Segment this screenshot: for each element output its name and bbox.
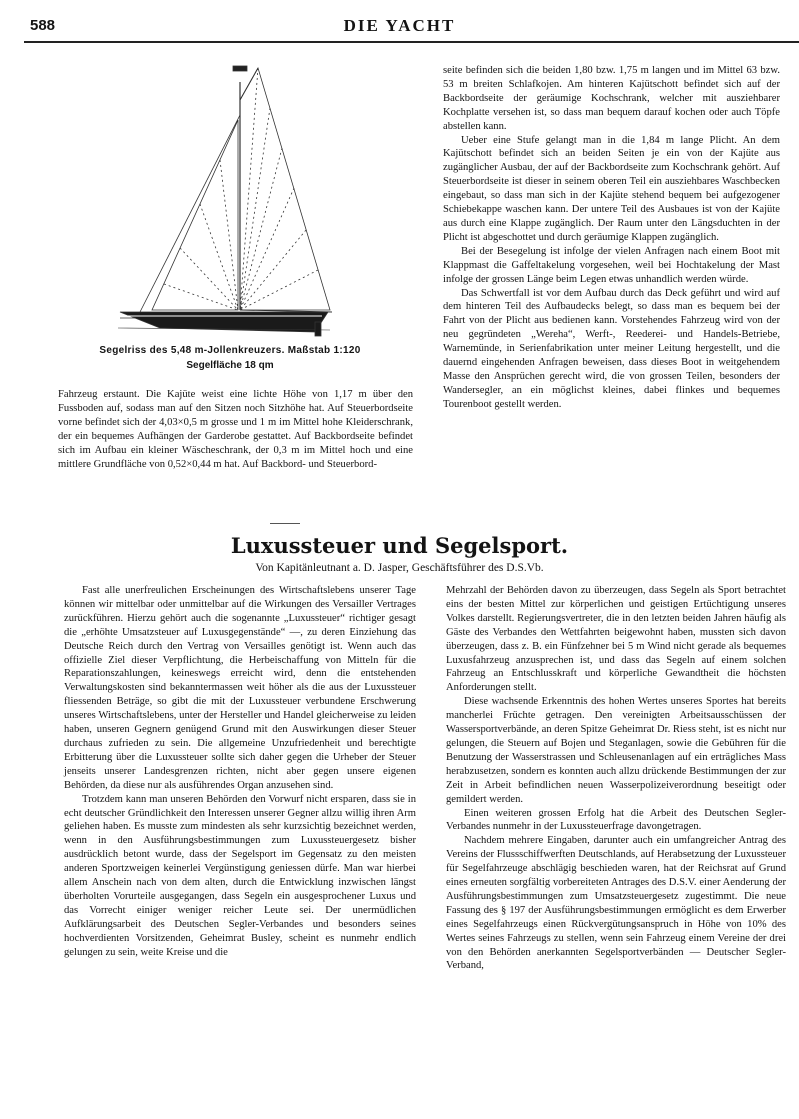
header-rule xyxy=(24,41,799,43)
jib-outline xyxy=(152,120,238,310)
seam xyxy=(220,160,238,310)
page-number: 588 xyxy=(30,17,56,34)
article-right-column xyxy=(446,584,786,973)
article-title: Luxussteuer und Segelsport. xyxy=(230,533,569,558)
paragraph: Einen weiteren grossen Erfolg hat die Arbeit des Deutschen Segler-Verbandes nunmehr in der Luxussteuerfrage davongetragen. xyxy=(446,807,786,833)
running-title: DIE YACHT xyxy=(343,16,456,35)
paragraph: Nachdem mehrere Eingaben, darunter auch ein umfangreicher Antrag des Vereins der Flussschiffwerften Deutschlands, auf Herabsetzung der Luxussteuer für Segelfahrzeuge abschlägig beschieden waren, hat der Reichsrat auf Grund eines erneuten sorgfältig vorbereiteten Antrages des D.S.V. einer Aenderung der Ausführungsbestimmungen zum Umsatzsteuergesetz zugestimmt. Die neue Fassung des § 197 der Ausführungsbestimmungen ermöglicht es dem Erwerber eines Segelfahrzeugs einen Rückvergütungsanspruch in Höhe von 10% des Wertes seines Fahrzeugs zu stellen, wenn sein Fahrzeug einem Vereine der drei von den Behörden anerkannten Segelsportverbänden — Deutscher Segler-Verband, xyxy=(446,835,786,972)
seam xyxy=(180,248,238,310)
top-left-column xyxy=(58,388,413,471)
paragraph: Ueber eine Stufe gelangt man in die 1,84 m lange Plicht. An dem Kajütschott befindet sich an beiden Seiten je ein von der Kajüte aus zugänglicher Ausbau, der auf der Backbordseite zum Kochschrank gehört. Auf Steuerbordseite ist dieser in seinem oberen Teil ein ausziehbares Waschbecken eingebaut, so dass man sich in der Kajüte stehend bequem bei aufgezogener Schiebekappe waschen kann. Der untere Teil des Ausbaues ist von der Kajüte aus durch eine Klappe zugänglich. Der Raum unter den Längsduchten in der Plicht ist abgeschottet und durch geräumige Klappen zugänglich. xyxy=(443,134,780,243)
sail-plan-illustration xyxy=(100,60,340,345)
paragraph: Das Schwertfall ist vor dem Aufbau durch das Deck geführt und wird auf dem hinteren Teil des Aufbaudecks belegt, so dass man es bequem bei der Fahrt von der Plicht aus bedienen kann. Vorstehendes Fahrzeug wird von der neu gegründeten „Wereha“, Werft-, Reederei- und Handels-Betriebe, Warnemünde, in Serienfabrikation unter meiner Leitung hergestellt, und die dauernd eingehenden Anfragen beweisen, dass dieses Boot in weitgehendem Masse den Ansprüchen gerecht wird, die von grossen Teilen, besonders der Wandersegler, an ein möglichst kleines, dabei flinkes und bequemes Tourenboot gestellt werden. xyxy=(443,287,780,410)
figure-caption: Segelriss des 5,48 m-Jollenkreuzers. Maßstab 1:120 xyxy=(99,345,361,356)
seam xyxy=(240,270,318,310)
rudder xyxy=(315,322,321,336)
paragraph: Bei der Besegelung ist infolge der vielen Anfragen nach einem Boot mit Klappmast die Gaffeltakelung vorgesehen, weil bei Hochtakelung der Mast infolge der grossen Länge beim Legen etwas unhandlich werden würde. xyxy=(443,245,780,285)
paragraph: Fahrzeug erstaunt. Die Kajüte weist eine lichte Höhe von 1,17 m über den Fussboden auf, sodass man auf den Sitzen noch Sitzhöhe hat. Auf Steuerbordseite vorne befindet sich der 4,03×0,5 m grosse und 1 m im Mittel hohe Kleiderschrank, der ein bequemes Aufhängen der Garderobe gestattet. Auf Backbordseite befindet sich im Aufbau ein kleiner Wäscheschrank, der 0,3 m im Mittel hoch und eine mittlere Grundfläche von 0,52×0,44 m hat. Auf Backbord- und Steuerbord- xyxy=(58,389,413,470)
forestay xyxy=(140,115,240,312)
seam xyxy=(240,68,258,310)
seam xyxy=(164,284,238,310)
paragraph: Trotzdem kann man unseren Behörden den Vorwurf nicht ersparen, dass sie in echt deutscher Gründlichkeit den Interessen unserer Gegner allzu willig ihren Arm geliehen haben. Es musste zum mindesten als sehr kurzsichtig bezeichnet werden, wenn in den Ausführungsbestimmungen zum Luxussteuergesetz bisher ausdrücklich betont wurde, dass der Segelsport im Gegensatz zu den meisten anderen Sportzweigen keinerlei Vergünstigung geniessen dürfe. Man war hierbei allem Anschein nach von dem alten, durch die Entwicklung inzwischen längst überholten Vorurteile ausgegangen, dass Segeln ein ausgesprochener Luxus und das Vorrecht einiger weniger reicher Leute sei. Der unermüdlichen Aufklärungsarbeit des Deutschen Segler-Verbandes und besonders seines hochverdienten Vorsitzenden, Geheimrat Busley, scheint es nunmehr endlich gelungen zu sein, weite Kreise und die xyxy=(64,793,416,958)
figure-caption-area: Segelfläche 18 qm xyxy=(186,360,274,371)
top-right-column xyxy=(443,64,780,412)
masthead-flag xyxy=(233,66,247,71)
paragraph: Diese wachsende Erkenntnis des hohen Wertes unseres Sportes hat bereits mancherlei Früchte getragen. Den vereinigten Arbeitsausschüssen der Wassersportverbände, an deren Spitze Geheimrat Dr. Riess steht, ist es nicht nur gelungen, die Steuern auf Bojen und Steganlagen, sowie die Gebühren für die Benutzung der Wasserstrassen und Schleusenanlagen auf ein erträgliches Mass herabzusetzen, sondern es konnten auch allzu drückende Bestimmungen der zur Zeit in Arbeit befindlichen neuen Wasserpolizeiverordnung beseitigt oder gemildert werden. xyxy=(446,696,786,805)
decorative-rule xyxy=(270,523,300,524)
article-left-column xyxy=(64,584,416,959)
mainsail-outline xyxy=(240,68,330,310)
seam xyxy=(200,204,238,310)
seam xyxy=(240,108,270,310)
article-byline: Von Kapitänleutnant a. D. Jasper, Geschäftsführer des D.S.Vb. xyxy=(255,562,544,574)
paragraph: seite befinden sich die beiden 1,80 bzw. 1,75 m langen und im Mittel 63 bzw. 53 m breiten Schlafkojen. Am hinteren Kajütschott befindet sich auf der Backbordseite der geräumige Kochschrank, welcher mit ausziehbarer Kochplatte versehen ist, so dass man bequem darauf kochen oder auch Töpfe abstellen kann. xyxy=(443,65,780,132)
paragraph: Mehrzahl der Behörden davon zu überzeugen, dass Segeln als Sport betrachtet eins der besten Mittel zur körperlichen und geistigen Ertüchtigung unseres Volkes darstellt. Regierungsvertreter, die in den letzten beiden Jahren häufig als Gäste des Verbandes den Wettfahrten beigewohnt haben, mussten sich davon überzeugen, dass z. B. ein Fünfzehner bei 5 m Wind nicht gerade als bequemes Luxusfahrzeug anzusprechen ist, und dass das Segeln auf einem solchen Fahrzeug an Entschlusskraft und körperliche Gewandtheit die höchsten Anforderungen stellt. xyxy=(446,585,786,694)
paragraph: Fast alle unerfreulichen Erscheinungen des Wirtschaftslebens unserer Tage können wir mittelbar oder unmittelbar auf die Wirkungen des Versailler Vertrages zurückführen. Hierzu gehört auch die sogenannte „Luxussteuer“ richtiger gesagt die „erhöhte Umsatzsteuer auf Luxusgegenstände“ —, zu deren Einziehung das Deutsche Reich durch den Vertrag von Versailles genötigt ist. Wenn auch das offizielle Ziel dieser Verpflichtung, die Herbeischaffung von Mitteln für die Reparationszahlungen, keineswegs erreicht wird, denn die entstehenden Verwaltungskosten sind bekanntermassen weit höher als die aus der Luxussteuer fliessenden Beträge, so gibt die mit der Luxussteuer verbundene Erschwerung unseres Wirtschaftslebens, unter der Hersteller und Handel gleicherweise zu leiden haben, unseren Gegnern genügend Grund mit den Auswirkungen dieser Steuer durchaus zufrieden zu sein. Die allgemeine Unzufriedenheit und berechtigte Erbitterung über die Luxussteuer sollte sich daher gegen die Urheber der Steuer jenseits unserer Landesgrenzen richten, nicht aber gegen unsere eigenen Behörden, da diese nur als ausführendes Organ anzusehen sind. xyxy=(64,585,416,791)
